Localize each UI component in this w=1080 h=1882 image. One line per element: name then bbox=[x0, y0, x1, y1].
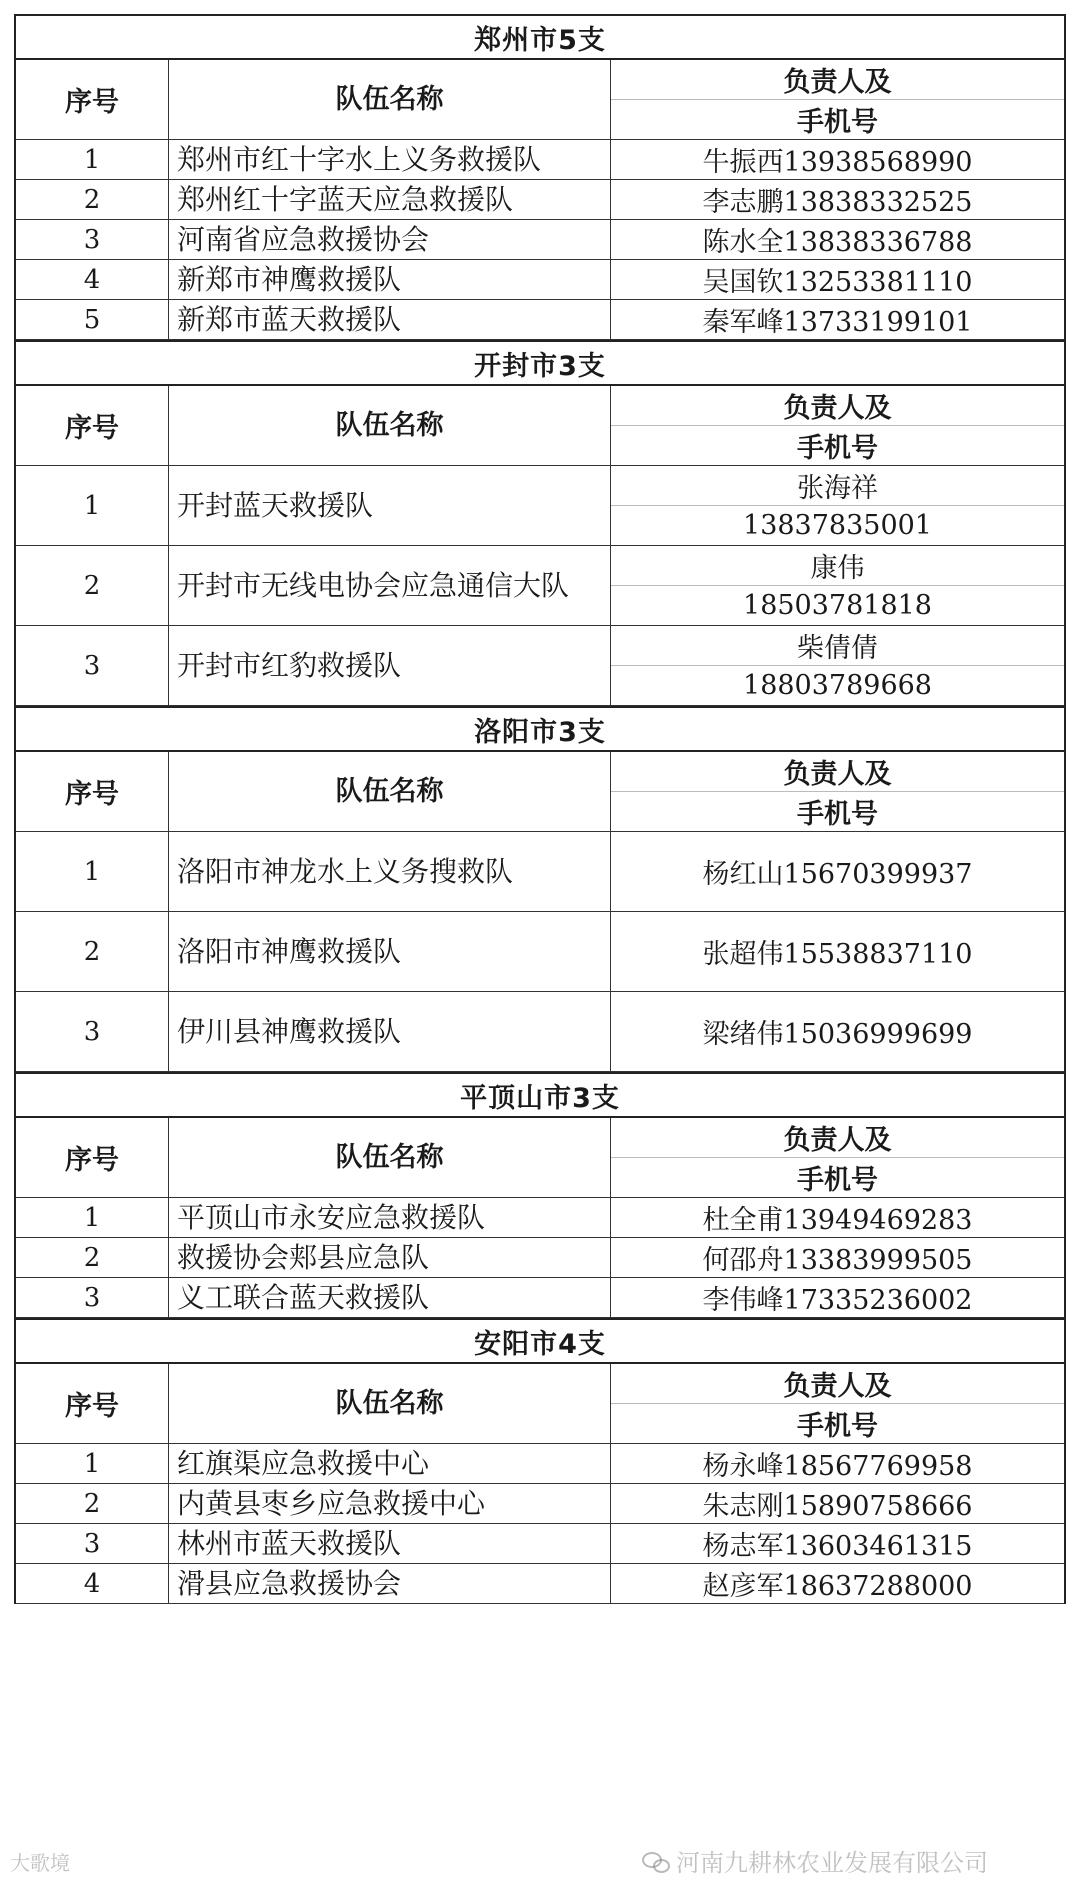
cell-phone: 13837835001 bbox=[611, 505, 1064, 545]
table-row bbox=[16, 832, 1064, 912]
section bbox=[14, 340, 1066, 706]
header-leader bbox=[611, 1364, 1064, 1443]
cell-contact: 陈水全13838336788 bbox=[702, 227, 973, 258]
cell-seq: 1 bbox=[16, 1444, 169, 1483]
cell-seq: 4 bbox=[16, 260, 169, 299]
cell-contact: 张超伟15538837110 bbox=[702, 939, 973, 970]
cell-team: 洛阳市神鹰救援队 bbox=[169, 912, 611, 991]
cell-contact: 吴国钦13253381110 bbox=[702, 267, 973, 298]
table-row bbox=[16, 1444, 1064, 1484]
cell-team: 开封蓝天救援队 bbox=[169, 466, 611, 545]
watermark-right bbox=[642, 1843, 988, 1878]
cell-leader: 康伟 bbox=[810, 553, 865, 584]
section-title: 安阳市4支 bbox=[16, 1318, 1064, 1364]
wechat-icon bbox=[642, 1850, 670, 1872]
cell-team: 开封市无线电协会应急通信大队 bbox=[169, 546, 611, 625]
cell-contact: 朱志刚15890758666 bbox=[702, 1491, 973, 1522]
header-team: 队伍名称 bbox=[169, 1364, 611, 1443]
cell-contact: 牛振西13938568990 bbox=[702, 147, 973, 178]
header-leader-line1: 负责人及 bbox=[783, 1125, 892, 1156]
cell-seq: 2 bbox=[16, 1484, 169, 1523]
cell-team: 义工联合蓝天救援队 bbox=[169, 1278, 611, 1317]
document-table bbox=[14, 14, 1066, 1604]
cell-seq: 2 bbox=[16, 546, 169, 625]
cell-seq: 4 bbox=[16, 1564, 169, 1603]
cell-seq: 2 bbox=[16, 180, 169, 219]
header-seq: 序号 bbox=[16, 60, 169, 139]
cell-team: 伊川县神鹰救援队 bbox=[169, 992, 611, 1071]
table-row bbox=[16, 992, 1064, 1072]
cell-team: 新郑市蓝天救援队 bbox=[169, 300, 611, 339]
header-seq: 序号 bbox=[16, 1118, 169, 1197]
cell-team: 河南省应急救援协会 bbox=[169, 220, 611, 259]
header-seq: 序号 bbox=[16, 386, 169, 465]
section bbox=[14, 706, 1066, 1072]
cell-leader: 柴倩倩 bbox=[797, 633, 878, 664]
table-row bbox=[16, 140, 1064, 180]
header-leader bbox=[611, 1118, 1064, 1197]
section bbox=[14, 14, 1066, 340]
cell-contact: 杨永峰18567769958 bbox=[702, 1451, 973, 1482]
cell-contact: 杨志军13603461315 bbox=[702, 1531, 973, 1562]
header-leader-line1: 负责人及 bbox=[783, 393, 892, 424]
cell-seq: 1 bbox=[16, 466, 169, 545]
cell-contact bbox=[611, 546, 1064, 625]
cell-seq: 3 bbox=[16, 626, 169, 705]
cell-seq: 1 bbox=[16, 832, 169, 911]
cell-contact: 李伟峰17335236002 bbox=[702, 1285, 973, 1316]
header-row bbox=[16, 1118, 1064, 1198]
cell-team: 郑州市红十字水上义务救援队 bbox=[169, 140, 611, 179]
cell-contact: 何邵舟13383999505 bbox=[702, 1245, 973, 1276]
header-leader-line1: 负责人及 bbox=[783, 759, 892, 790]
table-row bbox=[16, 626, 1064, 706]
section-title: 开封市3支 bbox=[16, 340, 1064, 386]
cell-seq: 3 bbox=[16, 1524, 169, 1563]
cell-seq: 1 bbox=[16, 1198, 169, 1237]
header-seq: 序号 bbox=[16, 752, 169, 831]
header-leader bbox=[611, 386, 1064, 465]
cell-team: 洛阳市神龙水上义务搜救队 bbox=[169, 832, 611, 911]
header-leader-line2: 手机号 bbox=[611, 1403, 1064, 1443]
cell-team: 滑县应急救援协会 bbox=[169, 1564, 611, 1603]
header-team: 队伍名称 bbox=[169, 386, 611, 465]
table-row bbox=[16, 1278, 1064, 1318]
cell-team: 郑州红十字蓝天应急救援队 bbox=[169, 180, 611, 219]
cell-contact bbox=[611, 626, 1064, 705]
watermark-left: 大歌境 bbox=[10, 1851, 70, 1875]
section-title: 平顶山市3支 bbox=[16, 1072, 1064, 1118]
header-leader-line2: 手机号 bbox=[611, 791, 1064, 831]
table-row bbox=[16, 1564, 1064, 1604]
cell-contact: 梁绪伟15036999699 bbox=[702, 1019, 973, 1050]
cell-contact: 杜全甫13949469283 bbox=[702, 1205, 973, 1236]
header-leader-line2: 手机号 bbox=[611, 425, 1064, 465]
header-leader bbox=[611, 752, 1064, 831]
table-row bbox=[16, 466, 1064, 546]
cell-seq: 3 bbox=[16, 220, 169, 259]
cell-seq: 1 bbox=[16, 140, 169, 179]
cell-team: 救援协会郏县应急队 bbox=[169, 1238, 611, 1277]
table-row bbox=[16, 912, 1064, 992]
section-title: 洛阳市3支 bbox=[16, 706, 1064, 752]
table-row bbox=[16, 1484, 1064, 1524]
section-title: 郑州市5支 bbox=[16, 14, 1064, 60]
cell-seq: 2 bbox=[16, 912, 169, 991]
table-row bbox=[16, 300, 1064, 340]
cell-team: 开封市红豹救援队 bbox=[169, 626, 611, 705]
cell-seq: 3 bbox=[16, 1278, 169, 1317]
cell-leader: 张海祥 bbox=[797, 473, 878, 504]
table-row bbox=[16, 1198, 1064, 1238]
table-row bbox=[16, 260, 1064, 300]
header-team: 队伍名称 bbox=[169, 60, 611, 139]
header-leader-line1: 负责人及 bbox=[783, 67, 892, 98]
cell-team: 新郑市神鹰救援队 bbox=[169, 260, 611, 299]
cell-team: 红旗渠应急救援中心 bbox=[169, 1444, 611, 1483]
cell-contact bbox=[611, 466, 1064, 545]
table-row bbox=[16, 1524, 1064, 1564]
header-row bbox=[16, 752, 1064, 832]
header-row bbox=[16, 1364, 1064, 1444]
cell-team: 内黄县枣乡应急救援中心 bbox=[169, 1484, 611, 1523]
cell-contact: 秦军峰13733199101 bbox=[702, 307, 973, 338]
cell-seq: 2 bbox=[16, 1238, 169, 1277]
cell-contact: 杨红山15670399937 bbox=[702, 859, 973, 890]
cell-contact: 赵彦军18637288000 bbox=[702, 1571, 973, 1602]
header-row bbox=[16, 60, 1064, 140]
cell-contact: 李志鹏13838332525 bbox=[702, 187, 973, 218]
header-team: 队伍名称 bbox=[169, 1118, 611, 1197]
cell-phone: 18803789668 bbox=[611, 665, 1064, 705]
table-row bbox=[16, 546, 1064, 626]
cell-seq: 5 bbox=[16, 300, 169, 339]
header-row bbox=[16, 386, 1064, 466]
section bbox=[14, 1318, 1066, 1604]
header-seq: 序号 bbox=[16, 1364, 169, 1443]
cell-team: 平顶山市永安应急救援队 bbox=[169, 1198, 611, 1237]
table-row bbox=[16, 180, 1064, 220]
watermark-right-text: 河南九耕林农业发展有限公司 bbox=[676, 1849, 988, 1877]
table-row bbox=[16, 1238, 1064, 1278]
section bbox=[14, 1072, 1066, 1318]
header-team: 队伍名称 bbox=[169, 752, 611, 831]
header-leader-line2: 手机号 bbox=[611, 1157, 1064, 1197]
cell-phone: 18503781818 bbox=[611, 585, 1064, 625]
header-leader-line2: 手机号 bbox=[611, 99, 1064, 139]
table-row bbox=[16, 220, 1064, 260]
cell-seq: 3 bbox=[16, 992, 169, 1071]
header-leader bbox=[611, 60, 1064, 139]
cell-team: 林州市蓝天救援队 bbox=[169, 1524, 611, 1563]
header-leader-line1: 负责人及 bbox=[783, 1371, 892, 1402]
